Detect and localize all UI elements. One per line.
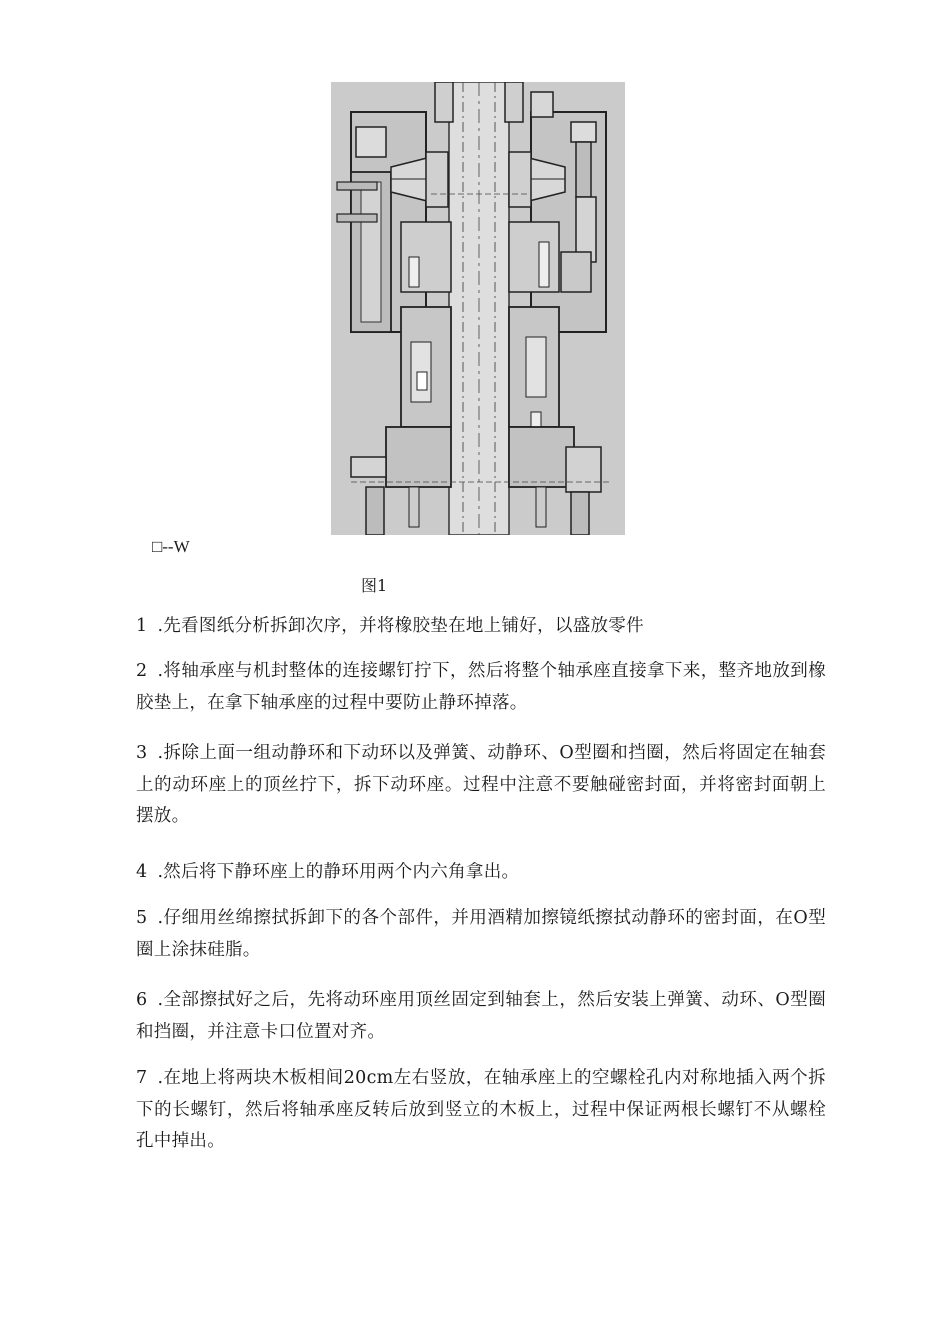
step-text: .仔细用丝绵擦拭拆卸下的各个部件，并用酒精加擦镜纸擦拭动静环的密封面，在O型圈上涂抹硅脂。 <box>136 908 826 960</box>
step-number: 6 <box>136 990 148 1010</box>
step-text: .然后将下静环座上的静环用两个内六角拿出。 <box>157 862 520 882</box>
step-4 <box>136 857 826 889</box>
step-1 <box>136 611 826 643</box>
step-number: 2 <box>136 661 148 681</box>
step-3 <box>136 738 826 833</box>
figure-caption: 图1 <box>361 576 388 595</box>
step-text: .在地上将两块木板相间20cm左右竖放，在轴承座上的空螺栓孔内对称地插入两个拆下的长螺钉，然后将轴承座反转后放到竖立的木板上，过程中保证两根长螺钉不从螺栓孔中掉出。 <box>136 1068 826 1151</box>
seal-assembly-drawing <box>331 82 625 535</box>
step-5 <box>136 903 826 966</box>
step-6 <box>136 985 826 1048</box>
step-7 <box>136 1063 826 1158</box>
step-number: 3 <box>136 743 148 763</box>
figure-note: □--W <box>152 537 190 556</box>
step-text: .拆除上面一组动静环和下动环以及弹簧、动静环、O型圈和挡圈，然后将固定在轴套上的动环座上的顶丝拧下，拆下动环座。过程中注意不要触碰密封面，并将密封面朝上摆放。 <box>136 743 826 826</box>
step-text: .将轴承座与机封整体的连接螺钉拧下，然后将整个轴承座直接拿下来，整齐地放到橡胶垫上，在拿下轴承座的过程中要防止静环掉落。 <box>136 661 826 713</box>
step-2 <box>136 656 826 719</box>
step-number: 4 <box>136 862 148 882</box>
step-number: 5 <box>136 908 148 928</box>
step-number: 1 <box>136 616 148 636</box>
step-number: 7 <box>136 1068 148 1088</box>
step-text: .先看图纸分析拆卸次序，并将橡胶垫在地上铺好，以盛放零件 <box>157 616 644 636</box>
step-text: .全部擦拭好之后，先将动环座用顶丝固定到轴套上，然后安装上弹簧、动环、O型圈和挡圈，并注意卡口位置对齐。 <box>136 990 826 1042</box>
